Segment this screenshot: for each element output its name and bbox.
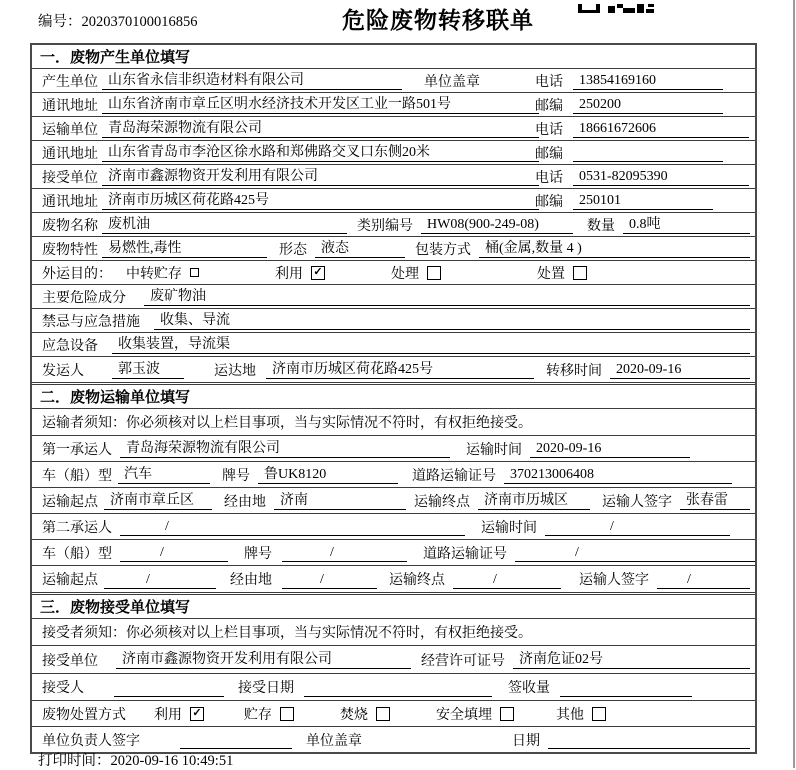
field-label: 数量 — [587, 218, 615, 234]
field-value-line: 0531-82095390 — [573, 167, 749, 186]
field-label: 牌号 — [244, 546, 272, 562]
checkbox-icon — [190, 268, 199, 277]
form-row — [32, 140, 755, 164]
field-value-line: 张春雷 — [680, 491, 750, 510]
field-label: 运输单位 — [42, 122, 98, 138]
field-label: 运输人签字 — [602, 494, 672, 510]
field-label: 单位盖章 — [424, 74, 480, 90]
field-value-line — [560, 678, 692, 697]
print-time-label: 打印时间： — [38, 753, 111, 769]
field-value-line: / — [120, 517, 465, 536]
field-label: 利用 — [154, 707, 182, 723]
field-label: 第一承运人 — [42, 442, 112, 458]
form-row — [32, 435, 755, 461]
field-label: 道路运输证号 — [423, 546, 507, 562]
field-value-line: 汽车 — [118, 465, 210, 484]
form-row — [32, 68, 755, 92]
hazardous-waste-transfer-form — [30, 43, 757, 754]
field-label: 安全填埋 — [436, 707, 492, 723]
field-label: 处置 — [537, 266, 565, 282]
field-value-line: 济南市鑫源物资开发利用有限公司 — [116, 650, 411, 669]
field-value-line: / — [282, 570, 377, 589]
field-label: 通讯地址 — [42, 146, 98, 162]
field-label: 废物处置方式 — [42, 707, 126, 723]
form-row — [32, 332, 755, 356]
checkbox-icon — [592, 707, 606, 721]
field-value-line — [114, 678, 224, 697]
form-row — [32, 700, 755, 726]
field-label: 运输起点 — [42, 573, 98, 588]
field-value-line: 鲁UK8120 — [258, 465, 398, 484]
field-label: 运输时间 — [466, 442, 522, 458]
field-label: 废物名称 — [42, 218, 98, 234]
field-label: 电话 — [535, 122, 563, 138]
field-label: 单位盖章 — [306, 733, 362, 749]
field-value-line: 山东省永信非织造材料有限公司 — [102, 71, 402, 90]
field-label: 其他 — [556, 707, 584, 723]
field-value-line: 青岛海荣源物流有限公司 — [102, 119, 539, 138]
field-label: 车（船）型 — [42, 546, 112, 562]
page-edge-divider — [793, 0, 795, 768]
field-value-line: / — [453, 570, 561, 589]
field-value-line: 济南市历城区 — [478, 491, 590, 510]
field-value-line: / — [120, 543, 228, 562]
section-title: 二．废物运输单位填写 — [40, 390, 191, 406]
checkbox-icon — [376, 707, 390, 721]
checkbox-checked-icon: ✓ — [311, 266, 325, 280]
form-section-3 — [32, 592, 755, 752]
field-label: 运输者须知：你必须核对以上栏目事项，当与实际情况不符时，有权拒绝接受。 — [42, 416, 532, 431]
field-label: 邮编 — [535, 146, 563, 162]
form-row — [32, 188, 755, 212]
checkbox-icon — [573, 266, 587, 280]
form-row — [32, 645, 755, 673]
right-column-field — [535, 189, 713, 212]
field-value-line: 液态 — [315, 239, 405, 258]
field-value-line: 郭玉波 — [112, 360, 184, 379]
checkbox-icon — [500, 707, 514, 721]
form-row — [32, 673, 755, 700]
field-label: 处理 — [391, 266, 419, 282]
field-label: 应急设备 — [42, 338, 98, 354]
field-label: 贮存 — [244, 707, 272, 723]
right-column-field — [535, 165, 749, 188]
field-value-line: 济南市章丘区 — [104, 491, 212, 510]
form-row — [32, 92, 755, 116]
field-label: 签收量 — [508, 681, 550, 696]
field-value-line: 0.8吨 — [623, 215, 750, 234]
form-row — [32, 487, 755, 513]
field-label: 形态 — [279, 242, 307, 258]
field-label: 运达地 — [214, 363, 256, 379]
field-label: 中转贮存 — [126, 266, 182, 282]
field-value-line — [180, 730, 292, 749]
field-value-line: 济南市历城区荷花路425号 — [266, 360, 534, 379]
right-column-field — [535, 141, 723, 164]
form-row — [32, 116, 755, 140]
field-value-line — [304, 678, 492, 697]
field-label: 电话 — [535, 74, 563, 90]
field-label: 发运人 — [42, 363, 84, 379]
form-row — [32, 513, 755, 539]
field-value-line: 收集装置，导流渠 — [112, 335, 750, 354]
field-label: 日期 — [512, 733, 540, 749]
field-label: 邮编 — [535, 98, 563, 114]
section-title: 三．废物接受单位填写 — [40, 600, 191, 616]
field-value-line: 2020-09-16 — [530, 439, 690, 458]
field-value-line — [548, 730, 750, 749]
checkbox-icon — [280, 707, 294, 721]
field-value-line: 收集、导流 — [154, 311, 750, 330]
field-label: 经营许可证号 — [421, 653, 505, 669]
field-label: 车（船）型 — [42, 468, 112, 484]
print-time-value: 2020-09-16 10:49:51 — [110, 753, 234, 769]
field-label: 焚烧 — [340, 707, 368, 723]
field-label: 废物特性 — [42, 242, 98, 258]
form-row — [32, 356, 755, 382]
field-value-line: 易燃性,毒性 — [102, 239, 267, 258]
form-row — [32, 236, 755, 260]
field-value-line: 250200 — [573, 95, 723, 114]
field-label: 接受者须知：你必须核对以上栏目事项，当与实际情况不符时，有权拒绝接受。 — [42, 626, 532, 641]
field-label: 通讯地址 — [42, 98, 98, 114]
form-row — [32, 260, 755, 284]
field-label: 道路运输证号 — [412, 468, 496, 484]
field-value-line: 桶(金属,数量 4 ) — [479, 239, 750, 258]
checkbox-checked-icon: ✓ — [190, 707, 204, 721]
field-label: 利用 — [275, 266, 303, 282]
field-value-line: / — [657, 570, 750, 589]
field-label: 主要危险成分 — [42, 290, 126, 306]
field-label: 运输终点 — [389, 573, 445, 588]
form-row — [32, 618, 755, 645]
field-value-line: / — [545, 517, 730, 536]
field-label: 邮编 — [535, 194, 563, 210]
field-value-line: 13854169160 — [573, 71, 723, 90]
field-label: 经由地 — [224, 494, 266, 510]
field-label: 运输时间 — [481, 520, 537, 536]
form-section-2 — [32, 382, 755, 592]
checkbox-icon — [427, 266, 441, 280]
field-label: 接受日期 — [238, 681, 294, 696]
field-label: 单位负责人签字 — [42, 733, 140, 749]
right-column-field — [535, 93, 723, 116]
print-time — [38, 749, 233, 770]
form-row — [32, 565, 755, 592]
form-row — [32, 212, 755, 236]
field-value-line — [573, 143, 723, 162]
right-column-field — [535, 117, 749, 140]
section-title: 一．废物产生单位填写 — [40, 50, 191, 66]
field-value-line: / — [282, 543, 407, 562]
field-label: 包装方式 — [415, 242, 471, 258]
field-value-line: HW08(900-249-08) — [421, 215, 573, 234]
field-label: 产生单位 — [42, 74, 98, 90]
field-value-line: 废矿物油 — [144, 287, 750, 306]
field-label: 接受单位 — [42, 170, 98, 186]
field-label: 接受单位 — [42, 653, 98, 669]
field-value-line: / — [515, 543, 755, 562]
field-label: 外运目的： — [42, 266, 112, 282]
right-column-field — [535, 69, 723, 92]
field-label: 类别编号 — [357, 218, 413, 234]
field-value-line: 2020-09-16 — [610, 360, 750, 379]
field-label: 牌号 — [222, 468, 250, 484]
serial-number: 2020370100016856 — [81, 14, 198, 30]
field-value-line: 青岛海荣源物流有限公司 — [120, 439, 450, 458]
form-row — [32, 308, 755, 332]
form-row — [32, 539, 755, 565]
field-value-line: / — [104, 570, 216, 589]
field-value-line: 济南 — [274, 491, 406, 510]
field-label: 通讯地址 — [42, 194, 98, 210]
field-value-line: 济南市鑫源物资开发利用有限公司 — [102, 167, 539, 186]
serial-label: 编号： — [38, 14, 82, 30]
field-label: 接受人 — [42, 681, 84, 696]
field-value-line: 18661672606 — [573, 119, 749, 138]
form-row — [32, 461, 755, 487]
field-value-line: 废机油 — [102, 215, 347, 234]
field-value-line: 370213006408 — [504, 465, 732, 484]
page-title: 危险废物转移联单 — [342, 8, 534, 33]
field-label: 运输起点 — [42, 494, 98, 510]
field-value-line: 山东省济南市章丘区明水经济技术开发区工业一路501号 — [102, 95, 539, 114]
field-label: 运输人签字 — [579, 573, 649, 588]
field-label: 禁忌与应急措施 — [42, 314, 140, 330]
form-section-1 — [32, 45, 755, 382]
field-label: 电话 — [535, 170, 563, 186]
field-value-line: 山东省青岛市李沧区徐水路和郑佛路交叉口东侧20米 — [102, 143, 539, 162]
form-row — [32, 284, 755, 308]
field-value-line: 250101 — [573, 191, 713, 210]
field-value-line: 济南危证02号 — [513, 650, 750, 669]
form-row — [32, 408, 755, 435]
field-label: 转移时间 — [546, 363, 602, 379]
field-label: 经由地 — [230, 573, 272, 588]
qr-code-fragment-icon — [578, 0, 654, 18]
form-row — [32, 164, 755, 188]
field-label: 运输终点 — [414, 494, 470, 510]
field-label: 第二承运人 — [42, 520, 112, 536]
field-value-line: 济南市历城区荷花路425号 — [102, 191, 539, 210]
